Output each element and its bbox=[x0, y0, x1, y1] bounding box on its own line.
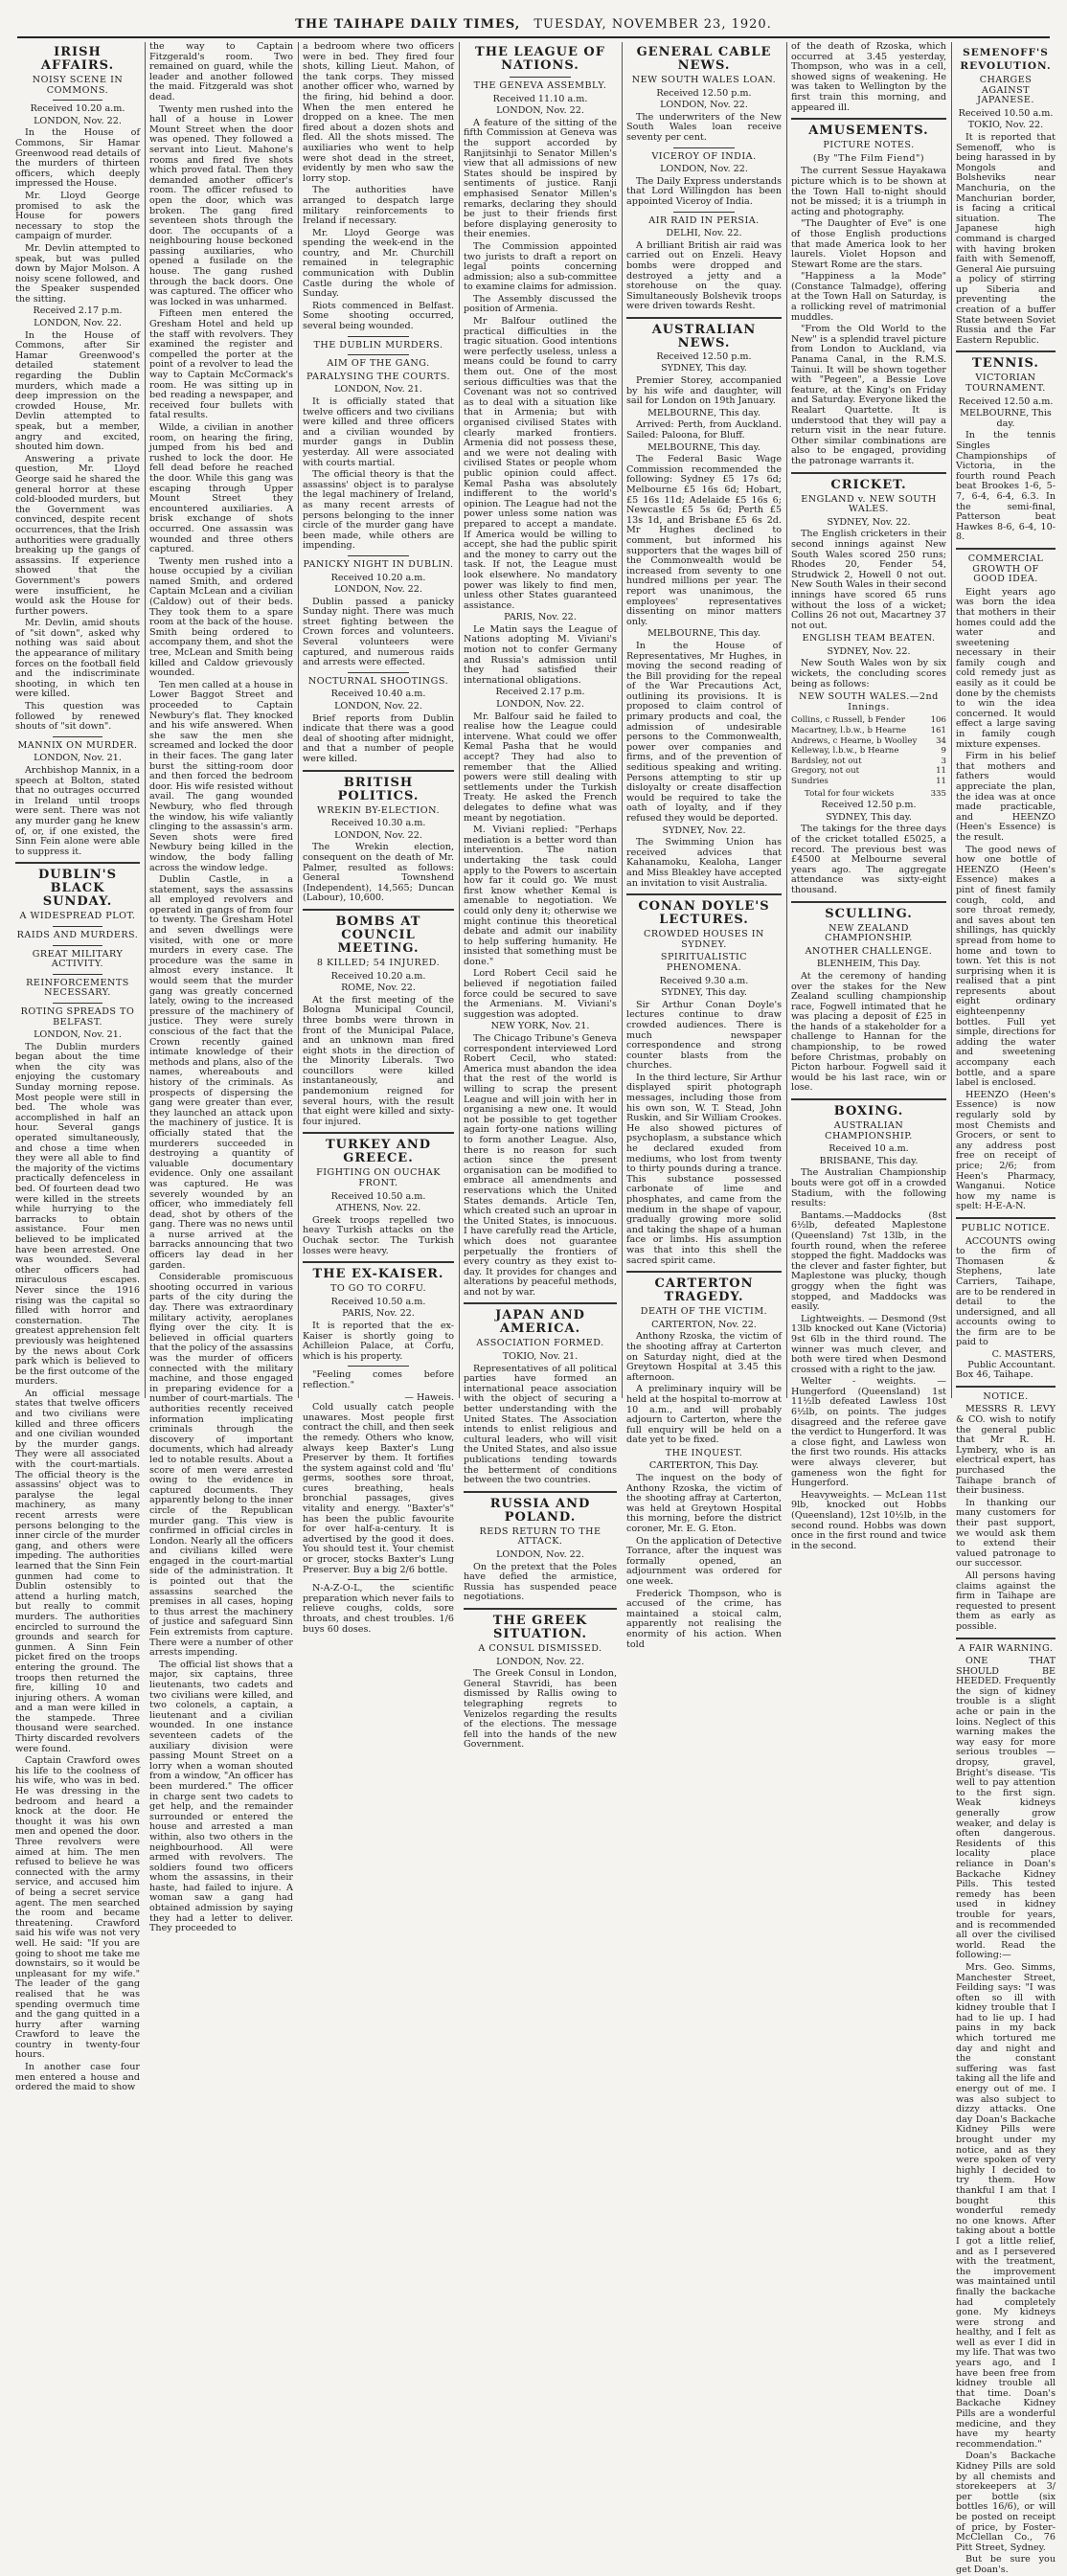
article-heading: TURKEY AND GREECE. bbox=[325, 1138, 432, 1166]
subheading: NOISY SCENE IN COMMONS. bbox=[32, 75, 124, 96]
divider bbox=[53, 1003, 102, 1004]
paragraph: Frederick Thompson, who is accused of the crime, has maintained a stoical calm, apparently not realising the enormity of his action. When told bbox=[626, 1588, 782, 1650]
dateline: LONDON, Nov. 22. bbox=[34, 318, 122, 329]
paragraph: New South Wales won by six wickets, the concluding scores being as follows: bbox=[791, 658, 946, 689]
batsman-runs: 34 bbox=[936, 735, 946, 746]
paragraph: Twenty men rushed into a house occupied by a civilian named Smith, and ordered Captain McLean and a civilian (Caldow) out of their beds. They took them to a spare room at the back of the house. Smith being ordered to accompany them, and shot the tree, McLean and Smith being killed and Caldow grievously wounded. bbox=[149, 555, 293, 679]
batsman-runs: 11 bbox=[936, 766, 946, 777]
scorecard-body bbox=[791, 715, 946, 786]
masthead bbox=[0, 0, 1067, 38]
paragraph: "Happiness a la Mode" (Constance Talmadge), offering at the Town Hall on Saturday, is a rollicking revel of matrimonial muddles. bbox=[791, 271, 946, 323]
paragraph: This question was followed by renewed shouts of "sit down". bbox=[15, 701, 140, 733]
advert: N-A-Z-O-L, the scientific preparation which never fails to relieve coughs, colds, sore throats, and chest troubles. 1/6 buys 60 doses. bbox=[303, 1583, 454, 1635]
dateline: MELBOURNE, This day. bbox=[647, 407, 761, 418]
dateline: LONDON, Nov. 22. bbox=[660, 100, 748, 111]
paragraph: A brilliant British air raid was carried out on Enzeli. Heavy bombs were dropped and destroyed a jetty and a storehouse on the quay. Simultaneously Bolshevik troops were driven towards Resht. bbox=[626, 239, 782, 312]
paragraph: Twenty men rushed into the hall of a house in Lower Mount Street when the door was opened. They followed a servant into Lieut. Mahone's rooms and fired five shots which proved fatal. Then they demanded another officer's room. The officer refused to open the door, which was broken. The gang fired seventeen shots through the door. The occupants of a neighbouring house beckoned passing auxiliaries, who opened a fusilade on the house. The gang rushed through the back doors. One was captured. The officer who was locked in was unharmed. bbox=[149, 103, 293, 307]
divider bbox=[348, 672, 408, 673]
article-heading: TENNIS. bbox=[972, 356, 1039, 372]
paragraph: The Australian Championship bouts were got off in a crowded Stadium, with the following results: bbox=[791, 1167, 946, 1209]
divider bbox=[791, 901, 946, 903]
subheading: THE GENEVA ASSEMBLY. bbox=[473, 80, 607, 91]
advert: But be sure you get Doan's. bbox=[956, 2554, 1056, 2575]
divider bbox=[303, 1261, 454, 1263]
paragraph: Fifteen men entered the Gresham Hotel and held up the staff with revolvers. They examined the register and compelled the porter at the point of a revolver to lead the way to Captain McCormack's room. He was sitting up in bed reading a newspaper, and received four bullets with fatal results. bbox=[149, 308, 293, 421]
batsman-name: Gregory, not out bbox=[791, 766, 860, 777]
subheading: A FAIR WARNING. bbox=[958, 1642, 1054, 1654]
paragraph: Mr. Lloyd George promised to ask the House for powers necessary to stop the campaign of murder. bbox=[15, 190, 140, 242]
dateline: MELBOURNE, This day. bbox=[647, 441, 761, 453]
subheading: REDS RETURN TO THE ATTACK. bbox=[479, 1525, 602, 1548]
received-line: Received 12.50 p.m. bbox=[656, 350, 752, 362]
scorecard-table bbox=[791, 715, 946, 786]
paragraph: Lightweights. — Desmond (9st 13lb knocked out Kane (Victoria) 9st 6lb in the third round. The winner was much clever, and both were tired when Desmond crossed with a right to the jaw. bbox=[791, 1313, 946, 1375]
issue-date: TUESDAY, NOVEMBER 23, 1920. bbox=[534, 17, 772, 32]
paragraph: The Federal Basic Wage Commission recommended the following: Sydney £5 17s 6d; Melbourne £5 16s 6d; Hobart, £5 16s 11d; Adelaide £5 16s 6; Newcastle £5 5s 6d; Perth £5 13s 1d, and Brisbane £5 6s 2d. Mr Hughes declined to comment, but informed his supporters that the wages bill of the Commonwealth would be increased from seventy to one hundred millions per year. The report was unanimous, the employees' representatives dissenting on minor matters only. bbox=[626, 454, 782, 627]
dateline: MELBOURNE, This day. bbox=[960, 408, 1052, 429]
column-divider bbox=[459, 42, 460, 1398]
dateline: ATHENS, Nov. 22. bbox=[335, 1203, 421, 1214]
batsman-runs: 9 bbox=[941, 746, 946, 757]
paragraph: Lord Robert Cecil said he believed if negotiation failed force could be secured to save the Armenians. M. Viviani's suggestion was adopted. bbox=[464, 968, 617, 1020]
divider bbox=[15, 862, 140, 864]
column-divider bbox=[622, 42, 623, 1398]
divider bbox=[53, 974, 102, 975]
subheading: TO GO TO CORFU. bbox=[329, 1283, 427, 1295]
received-line: Received 10.20 a.m. bbox=[30, 103, 125, 115]
paragraph: Representatives of all political parties have formed an international peace association with the object of securing a better understanding with the United States. The Association intends to enlist religious and cultural leaders, who will visit the United States, and also issue publications tending towards the betterment of conditions between the two countries. bbox=[464, 1363, 617, 1486]
paragraph: Ten men called at a house in Lower Baggot Street and proceeded to Captain Newbury's flat. They knocked and his wife answered. When she saw the men she screamed and locked the door in their faces. The gang later burst the sitting-room door and then forced the bedroom door. His wife resisted without avail. The gang wounded Newbury, who fled through the window, his wife valiantly clinging to the assassin's arm. Seven shots were fired Newbury being killed in the window, the body falling across the window ledge. bbox=[149, 679, 293, 873]
divider bbox=[956, 350, 1056, 352]
article-heading: BOXING. bbox=[833, 1104, 904, 1119]
subheading: ENGLISH TEAM BEATEN. bbox=[802, 633, 936, 644]
subheading: ROTING SPREADS TO BELFAST. bbox=[20, 1006, 135, 1028]
signature-title: Public Accountant. bbox=[967, 1359, 1056, 1370]
received-line: Received 12.50 a.m. bbox=[958, 395, 1054, 407]
subheading: REINFORCEMENTS NECESSARY. bbox=[26, 977, 129, 999]
column-divider bbox=[298, 42, 299, 1398]
received-line: Received 9.30 a.m. bbox=[659, 975, 749, 986]
article-heading: IRISH AFFAIRS. bbox=[40, 45, 115, 73]
subheading: THE INQUEST. bbox=[665, 1447, 743, 1458]
subheading: ANOTHER CHALLENGE. bbox=[805, 945, 933, 957]
dateline: SYDNEY, Nov. 22. bbox=[827, 645, 911, 657]
notice: In thanking our many customers for their past support, we would ask them to extend their valued patronage to our successor. bbox=[956, 1497, 1056, 1570]
advert: Mrs. Geo. Simms, Manchester Street, Feilding says: "I was often so ill with kidney trouble that I had to lie up. I had pains in my back which tortured me day and night and the constant suffering was fast taking all the life and energy out of me. I was also subject to dizzy attacks. One day Doan's Backache Kidney Pills were brought under my notice, and as they were spoken of very highly I decided to try them. How thankful I am that I bought this wonderful remedy no one knows. After taking about a bottle I got a little relief, and as I persevered with the treatment, the improvement was maintained until finally the backache had completely gone. My kidneys were strong and healthy, and I felt as well as ever I did in my life. That was two years ago, and I have been free from kidney trouble all that time. Doan's Backache Kidney Pills are a wonderful medicine, and they have my hearty recommendation." bbox=[956, 1961, 1056, 2450]
paragraph: A preliminary inquiry will be held at the hospital to-morrow at 10 a.m., and will probably adjourn to Carterton, where the full enquiry will be held on a date yet to be fixed. bbox=[626, 1384, 782, 1446]
dateline: BRISBANE, This day. bbox=[819, 1155, 919, 1166]
dateline: LONDON, Nov. 21. bbox=[34, 753, 122, 764]
paragraph: a bedroom where two officers were in bed. They fired four shots, killing Lieut. Mahon, of the tank corps. They missed another officer who, warned by the firing, hid behind a door. When the men entered he dropped on a knee. The men fired about a dozen shots and fled. All the shots missed. The auxiliaries who went to help were shot dead in the street, evidently by men who saw the lorry stop. bbox=[303, 41, 454, 184]
dateline: LONDON, Nov. 22. bbox=[496, 699, 584, 711]
dateline: TOKIO, Nov. 22. bbox=[967, 120, 1044, 131]
paragraph: The Daily Express understands that Lord Willingdon has been appointed Viceroy of India. bbox=[626, 175, 782, 207]
column-divider bbox=[145, 42, 146, 1398]
dateline: CARTERTON, This Day. bbox=[648, 1460, 760, 1472]
received-line: Received 12.50 p.m. bbox=[656, 87, 752, 99]
article-heading: BOMBS AT COUNCIL MEETING. bbox=[335, 914, 421, 956]
dateline: LONDON, Nov. 21. bbox=[334, 384, 422, 395]
subheading: PANICKY NIGHT IN DUBLIN. bbox=[303, 558, 454, 570]
received-line: Received 2.17 p.m. bbox=[495, 687, 585, 698]
divider bbox=[626, 317, 782, 319]
article-heading: CARTERTON TRAGEDY. bbox=[654, 1277, 754, 1305]
paper-name: THE TAIHAPE DAILY TIMES, bbox=[295, 17, 521, 32]
paragraph: The Wrekin election, consequent on the death of Mr. Palmer, resulted as follows: General Townshend (Independent), 14,565; Duncan (Labour), 10,600. bbox=[303, 842, 454, 904]
article-heading: GENERAL CABLE NEWS. bbox=[636, 45, 772, 73]
received-line: Received 11.10 a.m. bbox=[492, 93, 588, 104]
divider bbox=[673, 147, 736, 148]
paragraph: The underwriters of the New South Wales loan receive seventy per cent. bbox=[626, 111, 782, 143]
paragraph: Anthony Rzoska, the victim of the shooting affray at Carterton on Saturday night, died at the Greytown Hospital at 3.45 this afternoon. bbox=[626, 1331, 782, 1383]
received-line: Received 10.20 a.m. bbox=[330, 970, 426, 982]
column-2 bbox=[149, 41, 293, 1934]
dateline: PARIS, Nov. 22. bbox=[342, 1308, 415, 1320]
table-row bbox=[791, 715, 946, 726]
dateline: MELBOURNE, This day. bbox=[647, 628, 761, 640]
divider bbox=[956, 1638, 1056, 1639]
paragraph: Heavyweights. — McLean 11st 9lb, knocked out Hobbs (Queensland), 12st 10½lb, in the second round. Hobbs was down once in the first round and twice in the second. bbox=[791, 1489, 946, 1551]
paragraph: The Commission appointed two jurists to draft a report on legal points concerning admission; also a sub-committee to examine claims for admission. bbox=[464, 240, 617, 293]
quote: "Feeling comes before reflection." bbox=[303, 1369, 454, 1390]
subheading: VICTORIAN TOURNAMENT. bbox=[965, 373, 1046, 395]
dateline: TOKIO, Nov. 21. bbox=[502, 1351, 579, 1363]
paragraph: Welter - weights. — Hungerford (Queensland) 1st 11½lb defeated Lawless 10st 6½lb, on points. The judges disagreed and the referee gave the verdict to Hungerford. It was a close fight, and Lawless won the first two rounds. His attacks were always cleverer, but gameness won the fight for Hungerford. bbox=[791, 1376, 946, 1489]
paragraph: Mr. Balfour said he failed to realise how the League could intervene. What could we offer Kemal Pasha that he would accept? They had also to remember that the Allied powers were still dealing with settlements under the Turkish Treaty. He asked the French delegates to define what was meant by negotiation. bbox=[464, 711, 617, 824]
subheading: 8 KILLED; 54 INJURED. bbox=[316, 957, 441, 968]
dateline: LONDON, Nov. 22. bbox=[496, 1548, 584, 1560]
subheading: MANNIX ON MURDER. bbox=[17, 739, 138, 751]
paragraph: The Greek Consul in London, General Stavridi, has been dismissed by Rallis owing to telegraphing regrets to Venizelos regarding the results of the elections. The message fell into the hands of the new Government. bbox=[464, 1668, 617, 1751]
advert: Eight years ago was born the idea that mothers in their homes could add the water and sweetening necessary in their family cough and cold remedy just as easily as it could be done by the chemists to win the idea concerned. It would effect a large saving in family cough mixture expenses. bbox=[956, 586, 1056, 750]
paragraph: A feature of the sitting of the fifth Commission at Geneva was the support accorded by Ranjitsinhji to Senator Millen's view that all admissions of new States should be inspired by sentiments of justice. Ranji emphasised Senator Millen's remarks, declaring they should be just to their friends first before displaying generosity to their enemies. bbox=[464, 117, 617, 240]
advert: Doan's Backache Kidney Pills are sold by all chemists and storekeepers at 3/ per bottle (six bottles 16/6), or will be posted on receipt of price, by Foster-McClellan Co., 76 Pitt Street, Sydney. bbox=[956, 2451, 1056, 2553]
subheading: VICEROY OF INDIA. bbox=[651, 150, 757, 162]
divider bbox=[348, 354, 408, 355]
received-line: Received 10.50 a.m. bbox=[330, 1190, 426, 1202]
received-line: Received 10.40 a.m. bbox=[330, 689, 426, 700]
paragraph: The English cricketers in their second innings against New South Wales scored 250 runs; Rhodes 20, Fender 54, Strudwick 2, Howell 0 not out. New South Wales in their second innings have scored 65 runs without the loss of a wicket; Collins 26 not out, Macartney 37 not out. bbox=[791, 529, 946, 631]
subheading: ASSOCIATION FORMED. bbox=[476, 1338, 604, 1349]
paragraph: Dublin passed a panicky Sunday night. There was much street fighting between the Crown forces and volunteers. Several volunteers were captured, and numerous raids and arrests were effected. bbox=[303, 596, 454, 668]
dateline: BLENHEIM, This Day. bbox=[816, 959, 921, 970]
divider bbox=[303, 909, 454, 911]
subheading: NEW SOUTH WALES LOAN. bbox=[631, 75, 777, 85]
dateline: LONDON, Nov. 22. bbox=[496, 105, 584, 117]
column-5 bbox=[626, 42, 782, 1650]
subheading: RAIDS AND MURDERS. bbox=[16, 929, 139, 940]
dateline: SYDNEY, This day. bbox=[661, 987, 747, 999]
divider bbox=[510, 77, 571, 78]
scorecard-total bbox=[791, 789, 946, 800]
paragraph: Sir Arthur Conan Doyle's lectures continue to draw crowded audiences. There is much newspaper correspondence and strong counter blasts from the churches. bbox=[626, 999, 782, 1072]
divider bbox=[348, 555, 408, 556]
column-divider bbox=[786, 42, 787, 1398]
subheading: PUBLIC NOTICE. bbox=[961, 1222, 1051, 1233]
dateline: SYDNEY, Nov. 22. bbox=[662, 825, 746, 836]
received-line: Received 2.17 p.m. bbox=[33, 305, 123, 317]
subheading: SPIRITUALISTIC PHENOMENA. bbox=[660, 952, 748, 973]
divider bbox=[348, 1579, 408, 1580]
paragraph: In the House of Representatives, Mr Hughes, in moving the second reading of the Bill providing for the repeal of the War Precautions Act, outlining its provisions. It is proposed to claim control of primary products and coal, the admission of undesirable persons to the Commonwealth, power over companies and firms, and of the prevention of seditious speaking and writing. Persons attempting to stir up disloyalty or create disaffection would be required to take the oath of loyalty, and if they refused they would be deported. bbox=[626, 640, 782, 824]
dateline: LONDON, Nov. 22. bbox=[496, 1656, 584, 1667]
batsman-name: Macartney, l.b.w., b Hearne bbox=[791, 726, 907, 736]
paragraph: The Assembly discussed the position of Armenia. bbox=[464, 293, 617, 315]
divider bbox=[626, 1271, 782, 1273]
column-3 bbox=[303, 41, 454, 1635]
article-heading: SEMENOFF'S REVOLUTION. bbox=[960, 47, 1052, 72]
dateline: DELHI, Nov. 22. bbox=[666, 228, 742, 239]
batsman-name: Collins, c Russell, b Fender bbox=[791, 715, 905, 726]
article-heading: SCULLING. bbox=[825, 906, 913, 921]
table-row bbox=[791, 726, 946, 736]
masthead-title bbox=[0, 17, 1067, 32]
article-heading: JAPAN AND AMERICA. bbox=[495, 1308, 585, 1337]
notice: ACCOUNTS owing to the firm of Thomasen & Stephens, late Carriers, Taihape, are to be rendered in detail to the undersigned, and all accounts owing to the firm are to be paid to bbox=[956, 1235, 1056, 1348]
total-label: Total for four wickets bbox=[805, 788, 895, 799]
paragraph: The inquest on the body of Anthony Rzoska, the victim of the shooting affray at Carterton, was held at Greytown Hospital this morning, before the district coroner, Mr. E. G. Eton. bbox=[626, 1473, 782, 1535]
article-heading: AMUSEMENTS. bbox=[808, 124, 929, 139]
divider bbox=[464, 1491, 617, 1493]
column-divider bbox=[951, 42, 952, 1398]
paragraph: The current Sessue Hayakawa picture which is to be shown at the Town Hall to-night should not be missed; it is a triumph in acting and photography. bbox=[791, 166, 946, 217]
dateline: ROME, Nov. 22. bbox=[341, 983, 416, 994]
paragraph: In the House of Commons, after Sir Hamar Greenwood's detailed statement regarding the Dublin murders, which made a deep impression on the crowded House, Mr. Devlin attempted to speak, but a member, angry and excited, shouted him down. bbox=[15, 329, 140, 453]
dateline: SYDNEY, Nov. 22. bbox=[827, 516, 911, 528]
paragraph: M. Viviani replied: "Perhaps mediation is a better word than intervention. The nation undertaking the task could apply to the Powers to ascertain how far it could go. We must first know whether Kemal is amenable to negotiation. We could only deny it; otherwise we might continue this theoretical debate and admit our inability to help suffering humanity. He insisted that something must be done." bbox=[464, 825, 617, 967]
notice: MESSRS R. LEVY & CO. wish to notify the general public that Mr R. H. Lymbery, who is an electrical expert, has purchased the Taihape branch of their business. bbox=[956, 1404, 1056, 1497]
column-7 bbox=[956, 42, 1056, 2575]
divider bbox=[303, 770, 454, 772]
signature: C. MASTERS, bbox=[991, 1349, 1056, 1361]
dateline: LONDON, Nov. 22. bbox=[334, 701, 422, 712]
divider bbox=[464, 1302, 617, 1304]
article-heading: THE LEAGUE OF NATIONS. bbox=[475, 45, 605, 73]
article-heading: DUBLIN'S BLACK SUNDAY. bbox=[37, 868, 118, 910]
advert: Cold usually catch people unawares. Most people first contract the chill, and then seek the remedy. Others who know, always keep Baxter's Lung Preserver by them. It fortifies the system against cold and 'flu' germs, soothes sore throat, cures breathing, heals bronchial passages, gives vitality and energy. "Baxter's" has been the public favourite for over half-a-century. It is advertised by the good it does. You should test it. Your chemist or grocer, stocks Baxter's Lung Preserver. Buy a big 2/6 bottle. bbox=[303, 1402, 454, 1575]
paragraph: At the ceremony of handing over the stakes for the New Zealand sculling championship race, Fogwell intimated that he was placing a deposit of £25 in the hands of a stakeholder for a challenge to Hannan for the championship, to be rowed before Christmas, probably on Picton harbour. Fogwell said it would be his last race, win or lose. bbox=[791, 970, 946, 1094]
table-row bbox=[791, 757, 946, 767]
table-row bbox=[791, 746, 946, 757]
notice: All persons having claims against the firm in Taihape are requested to present them as early as possible. bbox=[956, 1570, 1056, 1632]
divider bbox=[303, 1132, 454, 1134]
dateline: PARIS, Nov. 22. bbox=[504, 612, 577, 623]
dateline: CARTERTON, Nov. 22. bbox=[651, 1319, 757, 1330]
table-row bbox=[791, 766, 946, 777]
article-heading: THE GREEK SITUATION. bbox=[492, 1613, 588, 1641]
byline: (By "The Film Fiend") bbox=[812, 152, 925, 164]
paragraph: In the House of Commons, Sir Hamar Greenwood read details of the murders of thirteen officers, which deeply impressed the House. bbox=[15, 127, 140, 190]
quote-attribution: — Haweis. bbox=[404, 1391, 454, 1403]
article-heading: BRITISH POLITICS. bbox=[337, 775, 420, 803]
paragraph: Premier Storey, accompanied by his wife and daughter, will sail for London on 19th January. bbox=[626, 375, 782, 407]
batsman-name: Kelleway, l.b.w., b Hearne bbox=[791, 746, 899, 757]
paragraph: Arrived: Perth, from Auckland. Sailed: Paloona, for Bluff. bbox=[626, 419, 782, 441]
subheading: AIM OF THE GANG. bbox=[327, 358, 430, 370]
paragraph: Greek troops repelled two heavy Turkish attacks on the Ouchak sector. The Turkish losses were heavy. bbox=[303, 1214, 454, 1256]
paragraph: of the death of Rzoska, which occurred at 3.45 yesterday, Thompson, who was in a cell, showed signs of weakening. He was taken to Wellington by the first train this morning, and appeared ill. bbox=[791, 41, 946, 113]
article-heading: AUSTRALIAN NEWS. bbox=[651, 322, 757, 350]
divider bbox=[673, 212, 736, 213]
subheading: COMMERCIAL GROWTH OF GOOD IDEA. bbox=[967, 553, 1044, 585]
subheading: AUSTRALIAN CHAMPIONSHIP. bbox=[825, 1120, 913, 1141]
received-line: Received 10.50 a.m. bbox=[958, 107, 1054, 119]
divider bbox=[53, 100, 102, 101]
paragraph: Dublin Castle, in a statement, says the assassins all employed revolvers and operated in gangs of from four to twenty. The Gresham Hotel and seven dwellings were visited, with one or more murders in every case. The procedure was the same in almost every instance. It would seem that the murder gang was greatly concerned lately, owing to the increased pressure of the machinery of justice. They were surely conscious of the fact that the Crown recently gained intimate knowledge of their methods and plans, also of the names, whereabouts and history of the criminals. As prospects of dispersing the gang were greater than ever, they launched an attack upon the machinery of justice. It is officially stated that the murderers succeeded in destroying a quantity of valuable documentary evidence. Only one assailant was captured. He was severely wounded by an officer, who immediately fell dead, shot by others of the gang. There was no news until a nurse arrived at the barracks announcing that two officers lay dead in her garden. bbox=[149, 874, 293, 1271]
dateline: LONDON, Nov. 22. bbox=[334, 584, 422, 596]
divider bbox=[956, 1217, 1056, 1219]
divider bbox=[956, 1386, 1056, 1388]
divider bbox=[53, 945, 102, 946]
column-1 bbox=[15, 42, 140, 2093]
subheading: DEATH OF THE VICTIM. bbox=[640, 1306, 768, 1318]
subheading: NOCTURNAL SHOOTINGS. bbox=[307, 675, 449, 687]
subheading: WREKIN BY-ELECTION. bbox=[317, 804, 440, 816]
advert: HEENZO (Heen's Essence) is now regularly sold by most Chemists and Grocers, or sent to any address post free on receipt of price; 2/6; from Heen's Pharmacy, Wanganui. Notice how my name is spelt: H-E-A-N. bbox=[956, 1089, 1056, 1212]
paragraph: In the tennis Singles Championships of Victoria, in the fourth round Peach beat Brookes 1-6, 5-7, 6-4, 6-4, 6.3. In the semi-final, Patterson beat Hawkes 8-6, 6-4, 10-8. bbox=[956, 430, 1056, 543]
subheading: THE DUBLIN MURDERS. bbox=[313, 339, 443, 350]
table-row bbox=[791, 777, 946, 787]
paragraph: Considerable promiscuous shooting occurred in various parts of the city during the day. There was extraordinary military activity, aeroplanes flying over the city. It is believed in official quarters that the policy of the assassins was the murder of officers connected with the military machine, and those engaged in preparing evidence for a number of court-martials. The authorities recently received information implicating criminals through the discovery of important documents, which had already led to notable results. About a score of men were arrested owing to the evidence in captured documents. They apparently belong to the inner circle of the Republican murder gang. This view is confirmed in official circles in London. Nearly all the officers and civilians killed were engaged in the court-martial side of the administration. It is pointed out that the assassins searched the premises in all cases, hoping to thus arrest the machinery of justice and safeguard Sinn Fein extremists from capture. There were a number of other arrests impending. bbox=[149, 1272, 293, 1659]
paragraph: It is reported that Semenoff, who is being harassed in by Mongols and Bolsheviks near Manchuria, on the Manchurian border, is facing a critical situation. The Japanese high command is charged with having broken faith with Semenoff, General Aie pursuing a policy of stirring up Siberia and preventing the creation of a buffer State between Soviet Russia and the Far Eastern Republic. bbox=[956, 131, 1056, 346]
batsman-runs: 11 bbox=[936, 777, 946, 786]
dateline: LONDON, Nov. 22. bbox=[660, 164, 748, 175]
column-4 bbox=[464, 42, 617, 1751]
dateline: LONDON, Nov. 21. bbox=[34, 1029, 122, 1041]
batsman-name: Sundries bbox=[791, 777, 829, 786]
paragraph: Archbishop Mannix, in a speech at Bolton, stated that no outrages occurred in Ireland until troops were sent. There was not any murder gang he knew of, or, if one existed, the Sinn Fein alone were able to suppress it. bbox=[15, 765, 140, 857]
article-heading: CONAN DOYLE'S LECTURES. bbox=[638, 899, 770, 928]
paragraph: the way to Captain Fitzgerald's room. Two remained on guard, while the leader and another followed the maid. Fitzgerald was shot dead. bbox=[149, 41, 293, 102]
paragraph: In another case four men entered a house and ordered the maid to show bbox=[15, 2062, 140, 2093]
paragraph: It is reported that the ex-Kaiser is shortly going to Achilleion Palace, at Corfu, which is his property. bbox=[303, 1320, 454, 1362]
paragraph: Brief reports from Dublin indicate that there was a good deal of shooting after midnight, and that a number of people were killed. bbox=[303, 712, 454, 764]
batsman-runs: 3 bbox=[941, 756, 946, 766]
dateline: SYDNEY, This day. bbox=[661, 363, 747, 374]
article-heading: RUSSIA AND POLAND. bbox=[489, 1496, 591, 1525]
subheading: ENGLAND v. NEW SOUTH WALES. bbox=[801, 493, 937, 515]
paragraph: The Dublin murders began about the time when the city was enjoying the customary Sunday morning repose. Most people were still in bed. The whole was accomplished in half an hour. Several gangs operated simultaneously, and chose a time when they were all able to find the majority of the victims practically defenceless in bed. Of fourteen dead two were killed in the streets while hurrying to the barracks to obtain assistance. Four men believed to be implicated have been arrested. One was wounded. Several other officers had miraculous escapes. Never since the 1916 rising was the capital so filled with horror and consternation. The greatest apprehension felt previously was heightened by the news about Cork park which is believed to be the first outcome of the murders. bbox=[15, 1041, 140, 1388]
subheading: GREAT MILITARY ACTIVITY. bbox=[32, 948, 124, 970]
batsman-runs: 161 bbox=[930, 726, 946, 736]
received-line: Received 12.50 p.m. bbox=[821, 800, 917, 811]
dateline: LONDON, Nov. 22. bbox=[334, 829, 422, 841]
paragraph: The official theory is that the assassins' object is to paralyse the legal machinery of Ireland, as many recent arrests of persons belonging to the inner circle of the murder gang have been made, while others are impending. bbox=[303, 469, 454, 552]
received-line: Received 10.50 a.m. bbox=[330, 1296, 426, 1307]
divider bbox=[348, 336, 408, 337]
divider bbox=[464, 1608, 617, 1610]
batsman-name: Bardsley, not out bbox=[791, 756, 862, 766]
subheading: NOTICE. bbox=[983, 1390, 1029, 1402]
divider bbox=[348, 1366, 408, 1367]
address: Box 46, Taihape. bbox=[956, 1369, 1033, 1381]
subheading: A WIDESPREAD PLOT. bbox=[19, 911, 136, 922]
paragraph: The Chicago Tribune's Geneva correspondent interviewed Lord Robert Cecil, who stated: America must abandon the idea that the rest of the world is willing to scrap the present League and will join with her in organising a new one. It would not be possible to get together again forty-one nations willing to form another League. Also, there is no reason for such action since the present organisation can be modified to embrace all amendments and reservations which the United States demands. Article Ten, which created such an uproar in the United States, is innocuous. I have carefully read the Article, which does not guarantee perpetually the frontiers of every country as they exist to-day. It provides for changes and alterations by peaceful methods, and not by war. bbox=[464, 1033, 617, 1298]
received-line: Received 10.30 a.m. bbox=[330, 818, 426, 829]
paragraph: Mr. Devlin, amid shouts of "sit down", asked why nothing was said about the appearance of military forces on the football field and the indiscriminate shooting, in which ten were killed. bbox=[15, 618, 140, 700]
dateline: NEW YORK, Nov. 21. bbox=[490, 1021, 590, 1032]
dateline: LONDON, Nov. 22. bbox=[34, 115, 122, 126]
column-6 bbox=[791, 41, 946, 1551]
table-row bbox=[791, 789, 946, 800]
paragraph: In the third lecture, Sir Arthur displayed spirit photograph messages, including those from his own son, W. T. Stead, John Ruskin, and Sir William Crookes. He also showed pictures of psychoplasm, a substance which he declared exuded from mediums, who lost from twenty to thirty pounds during a trance. This substance possessed carbonate of lime and phosphates, and came from the medium in the shape of vapour, gradually growing more solid and taking the shape of a human face or limbs. His assumption was that into this shell the sacred spirit came. bbox=[626, 1072, 782, 1266]
paragraph: The official list shows that a major, six captains, three lieutenants, two cadets and two civilians were killed, and two colonels, a captain, a lieutenant and a civilian wounded. In one instance seventeen cadets of the auxiliary division were passing Mount Street on a lorry when a woman shouted from a window, "An officer has been murdered." The officer in charge sent two cadets to get help, and the remainder surrounded or entered the house and arrested a man within, also two others in the neighbourhood. All were armed with revolvers. The soldiers found two officers whom the assassins, in their haste, had failed to injure. A woman saw a gang had obtained admission by saying they had a letter to deliver. They proceeded to bbox=[149, 1659, 293, 1934]
subheading: PICTURE NOTES. bbox=[823, 140, 915, 151]
paragraph: An official message states that twelve officers and two civilians were killed and three officers and one civilian wounded by the murder gangs. They were all associated with the court-martials. The official theory is the assassins' object was to paralyse the legal machinery, as many recent arrests were persons belonging to the inner circle of the murder gang, and others were impeding. The authorities learned that the Sinn Fein gunmen had come to Dublin ostensibly to attend a hurling match, but really to commit murders. The authorities encircled to surround the grounds and search for gunmen. A Sinn Fein picket fired on the troops entering the ground. The troops then returned the fire, killing 10 and injuring others. A woman and a man were killed in the stampede. Three thousand were searched. Thirty discarded revolvers were found. bbox=[15, 1388, 140, 1754]
total-runs: 335 bbox=[930, 788, 946, 799]
paragraph: The authorities have arranged to despatch large military reinforcements to Ireland if necessary. bbox=[303, 185, 454, 227]
subheading: FIGHTING ON OUCHAK FRONT. bbox=[316, 1167, 441, 1189]
paragraph: "From the Old World to the New" is a splendid travel picture from London to Auckland, via Panama Canal, in the R.M.S. Tainui. It will be shown together with "Pegeen", a Bessie Love feature, at the King's on Friday and Saturday. Everyone liked the Realart Quartette. It is understood that they will pay a return visit in the near future. Other similar combinations are also to be engaged, providing the patronage warrants it. bbox=[791, 324, 946, 466]
received-line: Received 10.20 a.m. bbox=[330, 572, 426, 583]
subheading: PARALYSING THE COURTS. bbox=[306, 371, 451, 382]
paragraph: Bantams.—Maddocks (8st 6½lb, defeated Maplestone (Queensland) 7st 13lb, in the fourth round, when the referee stopped the fight. Maddocks was the clever and faster fighter, but Maplestone was plucky, though groggy when the fight was stopped, and Maddocks was easily. bbox=[791, 1209, 946, 1313]
table-row bbox=[791, 736, 946, 747]
advert: The good news of how one bottle of HEENZO (Heen's Essence) makes a pint of finest family cough, cold, and sore throat remedy, and saves about ten shillings, has quickly spread from home to home and town to town. Yet this is not surprising when it is realised that a pint represents about eight ordinary eighteenpenny bottles. Full yet simple, directions for adding the water and sweetening accompany each bottle, and a spare label is enclosed. bbox=[956, 844, 1056, 1089]
paragraph: Mr. Lloyd George was spending the week-end in the country, and Mr. Churchill remained in telegraphic communication with Dublin Castle during the whole of Sunday. bbox=[303, 227, 454, 300]
divider bbox=[791, 1098, 946, 1100]
paragraph: Riots commenced in Belfast. Some shooting occurred, several being wounded. bbox=[303, 300, 454, 332]
divider bbox=[53, 926, 102, 927]
dateline: SYDNEY, This day. bbox=[826, 811, 912, 823]
subheading: A CONSUL DISMISSED. bbox=[478, 1642, 602, 1654]
batsman-runs: 106 bbox=[930, 715, 946, 726]
paragraph: At the first meeting of the Bologna Municipal Council, three bombs were thrown in front of the Municipal Palace, and an unknown man fired eight shots in the direction of the Minority Liberals. Two councillors were killed instantaneously, and pandemonium reigned for several hours, with the result that eight were killed and sixty-four injured. bbox=[303, 994, 454, 1127]
divider bbox=[956, 548, 1056, 550]
paragraph: The takings for the three days of the cricket totalled £5025, a record. The previous best was £4500 at Melbourne several years ago. The aggregate attendance was sixty-eight thousand. bbox=[791, 824, 946, 895]
article-heading: THE EX-KAISER. bbox=[312, 1267, 444, 1282]
advert: Firm in his belief that mothers and fathers would appreciate the plan, the idea was at once made practicable, and HEENZO (Heen's Essence) is the result. bbox=[956, 751, 1056, 843]
paragraph: Mr. Devlin attempted to speak, but was pulled down by Major Molson. A noisy scene followed, and the Speaker suspended the sitting. bbox=[15, 242, 140, 305]
paragraph: Answering a private question, Mr. Lloyd George said he shared the general horror at these cold-blooded murders, but the Government was convinced, despite recent occurrences, that the Irish authorities were gradually breaking up the gangs of assassins. If experience showed that the Government's powers were insufficient, he would ask the House for further powers. bbox=[15, 453, 140, 617]
article-heading: CRICKET. bbox=[830, 477, 907, 492]
paragraph: On the application of Detective Torrance, after the inquest was formally opened, an adjournment was ordered for one week. bbox=[626, 1535, 782, 1587]
received-line: Received 10 a.m. bbox=[829, 1143, 909, 1155]
subheading: NEW ZEALAND CHAMPIONSHIP. bbox=[825, 922, 913, 944]
masthead-rule bbox=[17, 36, 1050, 38]
paragraph: The Swimming Union has received advices that Kahanamoku, Kealoha, Langer and Miss Bleakley have accepted an invitation to visit Australia. bbox=[626, 837, 782, 889]
subheading: NEW SOUTH WALES.—2nd Innings. bbox=[799, 691, 939, 712]
divider bbox=[53, 736, 102, 737]
paragraph: On the pretext that the Poles have defied the armistice, Russia has suspended peace negotiations. bbox=[464, 1561, 617, 1603]
batsman-name: Andrews, c Hearne, b Woolley bbox=[791, 735, 918, 746]
subheading: CHARGES AGAINST JAPANESE. bbox=[977, 75, 1034, 106]
paragraph: Le Matin says the League of Nations adopting M. Viviani's motion not to confer Germany and Russia's admission until they had satisfied their international obligations. bbox=[464, 623, 617, 686]
subheading: AIR RAID IN PERSIA. bbox=[648, 215, 760, 226]
divider bbox=[626, 893, 782, 895]
divider bbox=[791, 118, 946, 120]
paragraph: It is officially stated that twelve officers and two civilians were killed and three officers and a civilian wounded by murder gangs in Dublin yesterday. All were associated with courts martial. bbox=[303, 396, 454, 468]
paragraph: Wilde, a civilian in another room, on hearing the firing, jumped from his bed and rushed to lock the door. He fell dead before he reached the door. While this gang was escaping through Upper Mount Street they encountered auxiliaries. A brisk exchange of shots occurred. One assassin was wounded and three others captured. bbox=[149, 421, 293, 555]
paragraph: "The Daughter of Eve" is one of those English productions that made America look to her laurels. Violet Hopson and Stewart Rome are the stars. bbox=[791, 218, 946, 270]
advert: ONE THAT SHOULD BE HEEDED. Frequently the sign of kidney trouble is a slight ache or pain in the loins. Neglect of this warning makes the way easy for more serious troubles —dropsy, gravel, Bright's disease. 'Tis well to pay attention to the first sign. Weak kidneys generally grow weaker, and delay is often dangerous. Residents of this locality place reliance in Doan's Backache Kidney Pills. This tested remedy has been used in kidney trouble for years, and is recommended all over the civilised world. Read the following:— bbox=[956, 1656, 1056, 1961]
divider bbox=[791, 472, 946, 474]
subheading: CROWDED HOUSES IN SYDNEY. bbox=[644, 929, 764, 950]
paragraph: Captain Crawford owes his life to the coolness of his wife, who was in bed. He was dressing in the bedroom and heard a knock at the door. He thought it was his own men and opened the door. Three revolvers were aimed at him. The men refused to believe he was connected with the army service, and accused him of being a secret service agent. The men searched the room and became threatening. Crawford said his wife was not very well. He said: "If you are going to shoot me take me downstairs, so it would be unpleasant for my wife." The leader of the gang realised that he was spending overmuch time and the gang quitted in a hurry after warning Crawford to leave the country in twenty-four hours. bbox=[15, 1755, 140, 2061]
paragraph: Mr Balfour outlined the practical difficulties in the tragic situation. Good intentions were perfectly useless, unless a means could be found to carry them out. One of the most serious difficulties was that the Covenant was not so contrived as to deal with a situation like that in Armenia; but with organised civilised States with clearly marked frontiers. Armenia did not possess these, and we were not dealing with civilised States or people whom public opinion could affect. Kemal Pasha was absolutely indifferent to the world's opinion. The League had not the power unless some nation was prepared to accept a mandate. If America would be willing to accept, she had the public spirit and the money to carry out the task. If not, the League must look elsewhere. No mandatory power was likely to find men, unless other States guaranteed assistance. bbox=[464, 316, 617, 611]
